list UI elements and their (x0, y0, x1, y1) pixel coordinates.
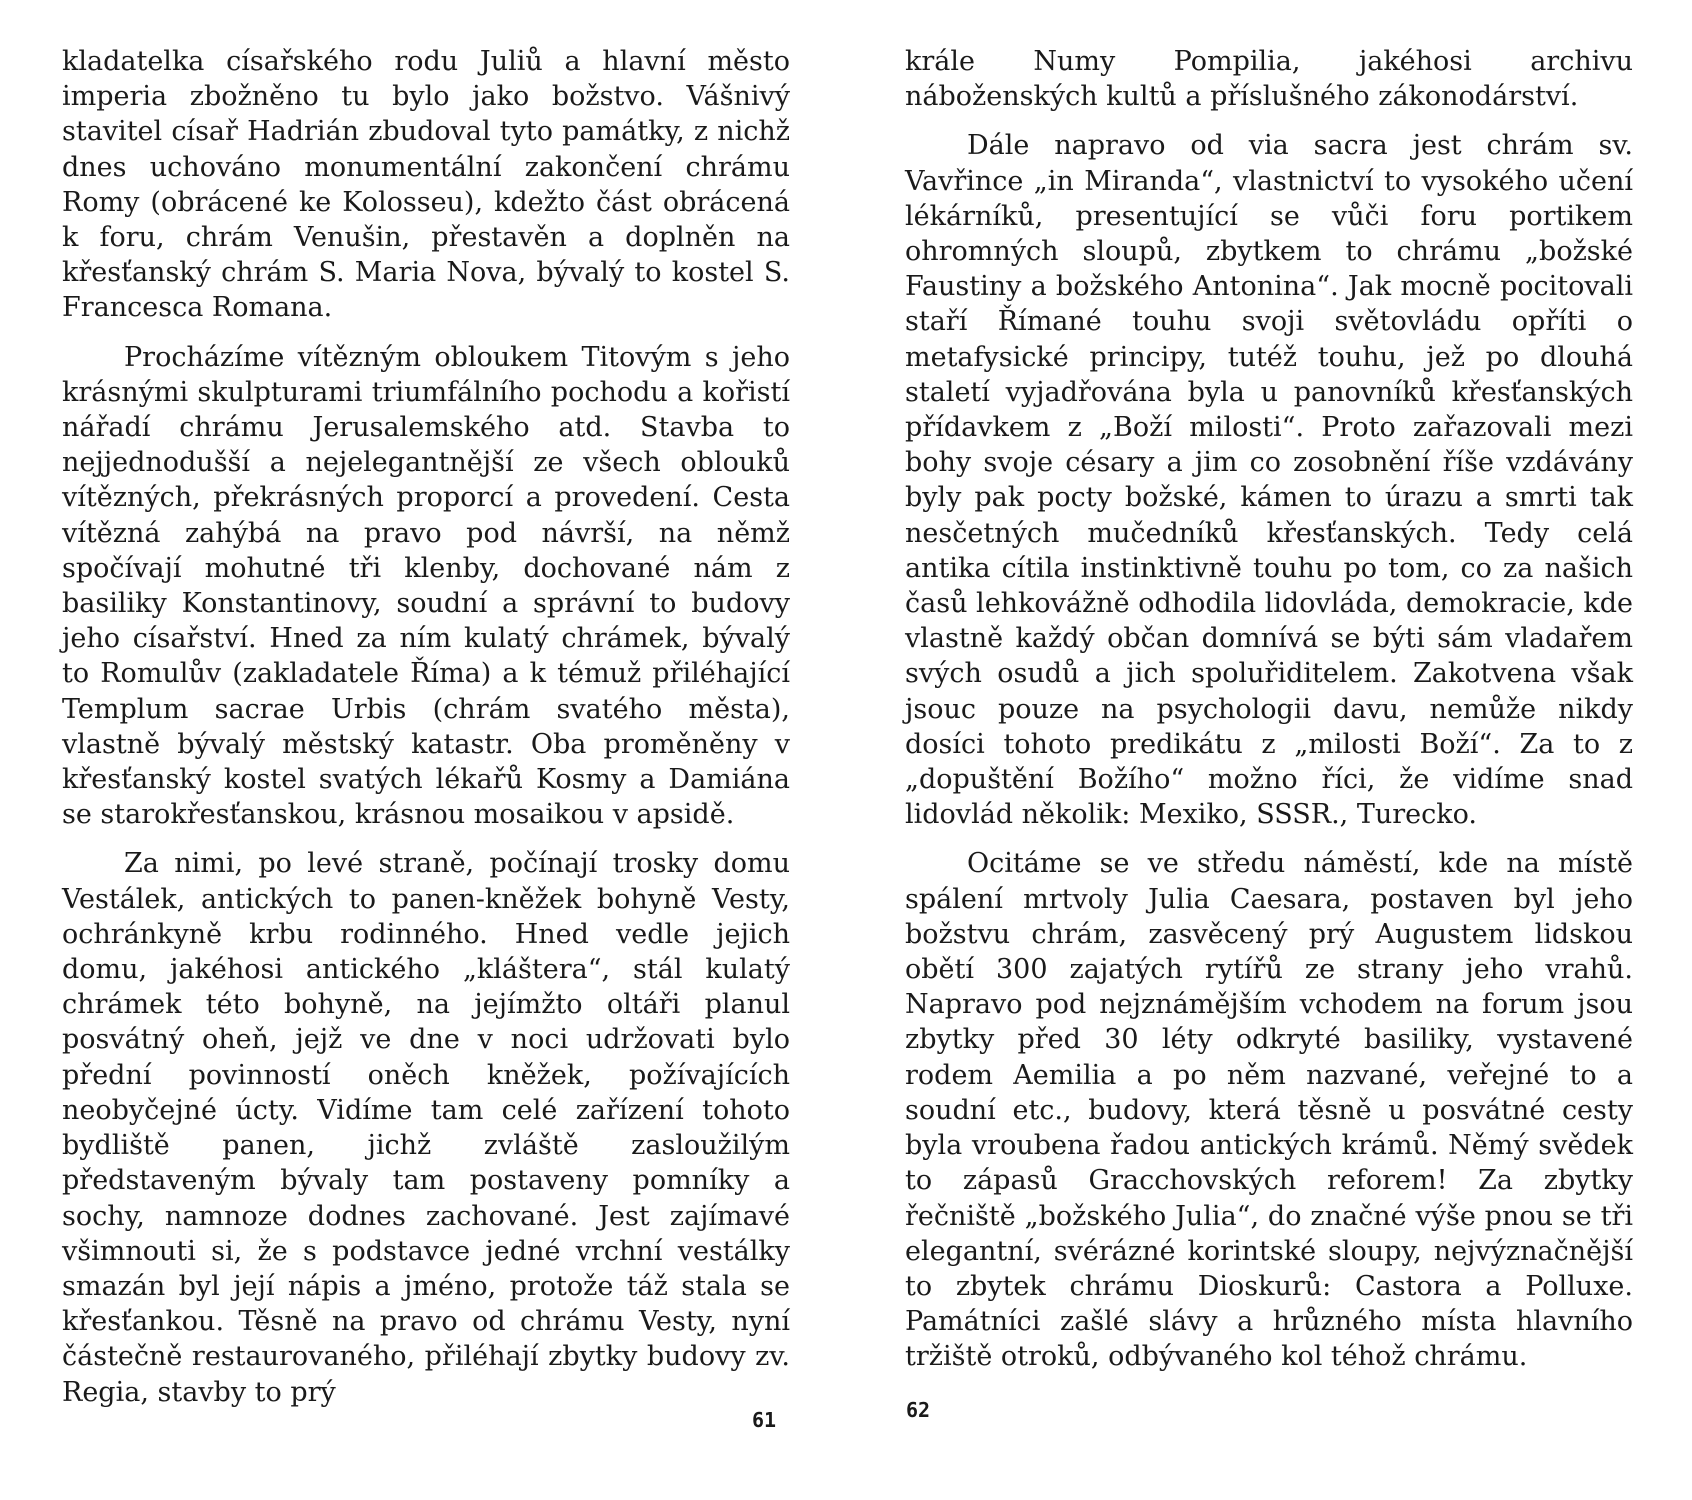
right-page-number: 62 (906, 1398, 931, 1422)
left-page-number: 61 (752, 1408, 777, 1432)
right-page (846, 0, 1692, 1500)
left-paragraph-1: kladatelka císařského rodu Juliů a hlavní město imperia zbožněno tu bylo jako božstvo. Vášnivý stavitel císař Hadrián zbudoval tyto památky, z nichž dnes uchováno monumentální zakončení chrámu Romy (obrácené ke Kolosseu), kdežto část obrácená k foru, chrám Venušin, přestavěn a doplněn na křesťanský chrám S. Maria Nova, bývalý to kostel S. Francesca Romana. (62, 46, 790, 324)
right-text-column (905, 44, 1633, 1389)
left-paragraph-3: Za nimi, po levé straně, počínají trosky domu Vestálek, antických to panen-kněžek bohyně Vesty, ochránkyně krbu rodinného. Hned vedle jejich domu, jakéhosi antického „kláštera“, stál kulatý chrámek této bohyně, na jejímžto oltáři planul posvátný oheň, jejž ve dne v noci udržovati bylo přední povinností oněch kněžek, požívajících neobyčejné úcty. Vidíme tam celé zařízení tohoto bydliště panen, jichž zvláště zasloužilým představeným bývaly tam postaveny pomníky a sochy, namnoze dodnes zachované. Jest zajímavé všimnouti si, že s podstavce jedné vrchní vestálky smazán byl její nápis a jméno, protože táž stala se křesťankou. Těsně na pravo od chrámu Vesty, nyní částečně restaurovaného, přiléhají zbytky budovy zv. Regia, stavby to prý (62, 848, 790, 1408)
right-paragraph-1: krále Numy Pompilia, jakéhosi archivu náboženských kultů a příslušného zákonodárství. (905, 46, 1633, 113)
right-paragraph-2: Dále napravo od via sacra jest chrám sv. Vavřince „in Miranda“, vlastnictví to vysokého učení lékárníků, presentující se vůči foru portikem ohromných sloupů, zbytkem to chrámu „božské Faustiny a božského Antonina“. Jak mocně pocitovali staří Římané touhu svoji světovládu opříti o metafysické principy, tutéž touhu, jež po dlouhá staletí vyjadřována byla u panovníků křesťanských přídavkem z „Boží milosti“. Proto zařazovali mezi bohy svoje césary a jim co zosobnění říše vzdávány byly pak pocty božské, kámen to úrazu a smrti tak nesčetných mučedníků křesťanských. Tedy celá antika cítila instinktivně touhu po tom, co za našich časů lehkovážně odhodila lidovláda, demokracie, kde vlastně každý občan domnívá se býti sám vladařem svých osudů a jich spoluřiditelem. Zakotvena však jsouc pouze na psychologii davu, nemůže nikdy dosíci tohoto predikátu z „milosti Boží“. Za to z „dopuštění Božího“ možno říci, že vidíme snad lidovlád několik: Mexiko, SSSR., Turecko. (905, 130, 1633, 831)
left-paragraph-2: Procházíme vítězným obloukem Titovým s jeho krásnými skulpturami triumfálního pochodu a kořistí nářadí chrámu Jerusalemského atd. Stavba to nejjednodušší a nejelegantnější ze všech oblouků vítězných, překrásných proporcí a provedení. Cesta vítězná zahýbá na pravo pod návrší, na němž spočívají mohutné tři klenby, dochované nám z basiliky Konstantinovy, soudní a správní to budovy jeho císařství. Hned za ním kulatý chrámek, bývalý to Romulův (zakladatele Říma) a k témuž přiléhající Templum sacrae Urbis (chrám svatého města), vlastně bývalý městský katastr. Oba proměněny v křesťanský kostel svatých lékařů Kosmy a Damiána se starokřesťanskou, krásnou mosaikou v apsidě. (62, 341, 790, 831)
left-text-column (62, 44, 790, 1424)
right-paragraph-3: Ocitáme se ve středu náměstí, kde na místě spálení mrtvoly Julia Caesara, postaven byl jeho božstvu chrám, zasvěcený prý Augustem lidskou obětí 300 zajatých rytířů ze strany jeho vrahů. Napravo pod nejznámějším vchodem na forum jsou zbytky před 30 léty odkryté basiliky, vystavené rodem Aemilia a po něm nazvané, veřejné to a soudní etc., budovy, která těsně u posvátné cesty byla vroubena řadou antických krámů. Němý svědek to zápasů Gracchovských reforem! Za zbytky řečniště „božského Julia“, do značné výše pnou se tři elegantní, svérázné korintské sloupy, nejvýznačnější to zbytek chrámu Dioskurů: Castora a Polluxe. Památníci zašlé slávy a hrůzného místa hlavního tržiště otroků, odbývaného kol téhož chrámu. (905, 848, 1633, 1373)
